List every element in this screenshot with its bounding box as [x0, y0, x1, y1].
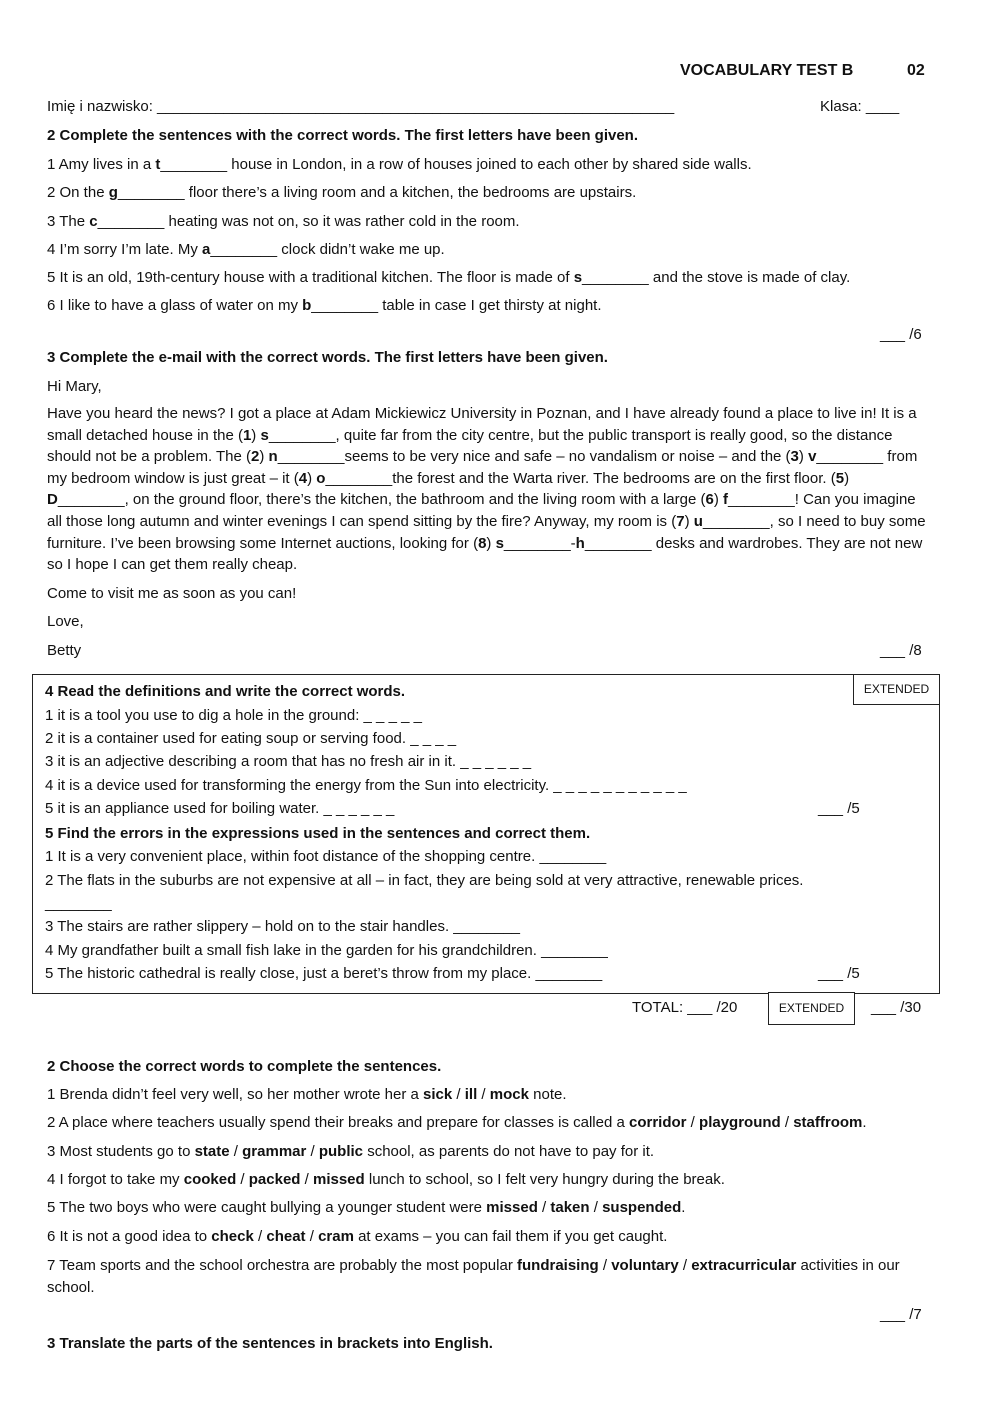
gap-marker: s [260, 426, 269, 444]
email-text: ) [713, 491, 723, 509]
item-text: 4 I’m sorry I’m late. My [47, 241, 203, 258]
email-greeting: Hi Mary, [47, 378, 102, 395]
item-text: / [589, 1199, 603, 1216]
word-option: cooked [183, 1171, 237, 1188]
email-text: ) [259, 448, 269, 466]
ex2b-item[interactable] [47, 1113, 867, 1133]
email-text: ________, on the ground floor, there’s the kitchen, the bathroom and the living room with a large ( [57, 491, 706, 509]
email-text: ) [844, 469, 850, 487]
ex5-score: ___ /5 [818, 965, 860, 982]
item-text: ________ heating was not on, so it was rather cold in the room. [97, 213, 520, 230]
ex3b-title: 3 Translate the parts of the sentences in brackets into English. [47, 1335, 493, 1352]
email-signature: Betty [47, 642, 82, 659]
ex4-item[interactable]: 5 it is an appliance used for boiling water. _ _ _ _ _ _ [45, 800, 395, 817]
ex2-item[interactable] [47, 155, 752, 175]
ex2b-item[interactable] [47, 1085, 567, 1105]
gap-marker: v [808, 448, 817, 466]
item-text: ________ and the stove is made of clay. [582, 269, 851, 286]
email-closing: Come to visit me as soon as you can! [47, 585, 297, 602]
ex4-title: 4 Read the definitions and write the correct words. [45, 683, 406, 700]
first-letter: t [155, 156, 161, 173]
gap-marker: 8 [478, 534, 487, 552]
item-text: activities in our school. [47, 1257, 900, 1296]
word-option: suspended [602, 1199, 682, 1216]
item-text: ________ clock didn’t wake me up. [210, 241, 445, 258]
gap-marker: 5 [835, 469, 845, 487]
item-text: at exams – you can fail them if you get caught. [353, 1228, 668, 1245]
first-letter: g [108, 184, 118, 201]
email-text: ________- [503, 534, 576, 552]
ex2b-item[interactable] [47, 1198, 685, 1218]
ex5-item[interactable]: 2 The flats in the suburbs are not expensive at all – in fact, they are being sold at very attractive, renewable prices. [45, 872, 804, 889]
email-text: ________ from my bedroom window is just great – it ( [47, 448, 918, 487]
word-option: check [211, 1228, 254, 1245]
item-text: . [681, 1199, 686, 1216]
test-number: 02 [907, 62, 925, 79]
item-text: 5 The two boys who were caught bullying a younger student were [47, 1199, 487, 1216]
item-text: 1 Brenda didn’t feel very well, so her mother wrote her a [47, 1086, 424, 1103]
name-row [47, 97, 674, 117]
item-text: / [477, 1086, 490, 1103]
item-text: / [598, 1257, 612, 1274]
item-text: / [305, 1228, 319, 1245]
word-option: corridor [629, 1114, 687, 1131]
gap-marker: D [47, 491, 58, 509]
email-text: ________, so I need to buy some furniture. I’ve been browsing some Internet auctions, looking for ( [47, 512, 926, 552]
total-extended-tag: EXTENDED [768, 992, 855, 1025]
email-text: ) [251, 426, 261, 444]
item-text: / [236, 1171, 249, 1188]
email-love: Love, [47, 613, 84, 630]
ex2-item[interactable] [47, 240, 445, 260]
word-option: ill [464, 1086, 478, 1103]
gap-marker: f [723, 491, 728, 509]
ex2b-item[interactable] [47, 1227, 667, 1247]
gap-marker: 1 [242, 426, 252, 444]
ex5-item[interactable]: 5 The historic cathedral is really close, just a beret’s throw from my place. ________ [45, 965, 603, 982]
gap-marker: 6 [705, 491, 714, 509]
gap-marker: o [316, 469, 326, 487]
ex4-item[interactable]: 4 it is a device used for transforming the energy from the Sun into electricity. _ _ _ _ _ _ _ _ _ _ _ [45, 777, 687, 794]
word-option: taken [550, 1199, 590, 1216]
item-text: 4 I forgot to take my [47, 1171, 184, 1188]
name-line[interactable]: ______________________________________________________________ [157, 98, 675, 115]
ex5-item[interactable]: 1 It is a very convenient place, within foot distance of the shopping centre. ________ [45, 848, 607, 865]
ex2-item[interactable] [47, 212, 520, 232]
item-text: 6 It is not a good idea to [47, 1228, 212, 1245]
item-text: lunch to school, so I felt very hungry during the break. [364, 1171, 725, 1188]
item-text: / [678, 1257, 692, 1274]
name-label: Imię i nazwisko: [47, 98, 153, 115]
ex4-score: ___ /5 [818, 800, 860, 817]
total-score: TOTAL: ___ /20 [632, 999, 738, 1016]
word-option: playground [699, 1114, 781, 1131]
item-text: 2 A place where teachers usually spend their breaks and prepare for classes is called a [47, 1114, 629, 1131]
ex4-item[interactable]: 2 it is a container used for eating soup or serving food. _ _ _ _ [45, 730, 457, 747]
ex2b-title: 2 Choose the correct words to complete the sentences. [47, 1058, 442, 1075]
item-text: 3 Most students go to [47, 1143, 195, 1160]
ex4-item[interactable]: 1 it is a tool you use to dig a hole in the ground: _ _ _ _ _ [45, 707, 422, 724]
first-letter: a [202, 241, 211, 258]
item-text: note. [528, 1086, 567, 1103]
word-option: sick [423, 1086, 453, 1103]
item-text: 5 It is an old, 19th-century house with a traditional kitchen. The floor is made of [47, 269, 574, 286]
item-text: / [300, 1171, 313, 1188]
item-text: 7 Team sports and the school orchestra are probably the most popular [47, 1257, 517, 1274]
test-title: VOCABULARY TEST B [680, 62, 854, 79]
class-row [820, 97, 899, 117]
item-text: / [780, 1114, 794, 1131]
email-text: ________the forest and the Warta river. The bedrooms are on the first floor. ( [325, 469, 836, 487]
ex5-item[interactable]: 4 My grandfather built a small fish lake in the garden for his grandchildren. ________ [45, 942, 608, 959]
item-text: / [537, 1199, 551, 1216]
word-option: cram [318, 1228, 354, 1245]
item-text: . [862, 1114, 867, 1131]
item-text: 6 I like to have a glass of water on my [47, 297, 303, 314]
email-text: ) [798, 448, 809, 466]
total-extended-score: ___ /30 [871, 999, 922, 1016]
ex2-item[interactable] [47, 268, 850, 288]
gap-marker: 2 [251, 448, 260, 466]
first-letter: s [573, 269, 583, 286]
item-text: ________ floor there’s a living room and a kitchen, the bedrooms are upstairs. [117, 184, 637, 201]
ex2-item[interactable] [47, 296, 602, 316]
email-text: ________, quite far from the city centre, but the public transport is really good, so the distance should not be a problem. The ( [47, 426, 893, 466]
item-text: 1 Amy lives in a [47, 156, 156, 173]
email-body [47, 403, 927, 576]
item-text: / [452, 1086, 465, 1103]
ex2b-score: ___ /7 [880, 1306, 922, 1323]
class-label: Klasa: [820, 98, 862, 115]
word-option: grammar [242, 1143, 307, 1160]
ex2-item[interactable] [47, 183, 636, 203]
item-text: / [229, 1143, 243, 1160]
gap-marker: u [693, 512, 703, 530]
email-text: ) [684, 512, 694, 530]
item-text: 2 On the [47, 184, 109, 201]
email-text: ________! Can you imagine all those long autumn and winter evenings I can spend sitting by the fire? Anyway, my room is ( [47, 491, 916, 530]
item-text: / [253, 1228, 267, 1245]
word-option: voluntary [611, 1257, 679, 1274]
word-option: fundraising [517, 1257, 599, 1274]
word-option: packed [248, 1171, 301, 1188]
email-text: Have you heard the news? I got a place at Adam Mickiewicz University in Poznan, and I have already found a place to live in! It is a small detached house in the ( [47, 405, 917, 444]
gap-marker: h [575, 534, 585, 552]
word-option: cheat [266, 1228, 306, 1245]
item-text: ________ table in case I get thirsty at night. [311, 297, 602, 314]
item-text: / [686, 1114, 700, 1131]
item-text: 3 The [47, 213, 90, 230]
extended-tag: EXTENDED [853, 674, 940, 705]
word-option: state [194, 1143, 230, 1160]
gap-marker: 3 [790, 448, 799, 466]
email-text: ________ desks and wardrobes. They are not new so I hope I can get them really cheap. [47, 534, 923, 574]
ex2b-item[interactable] [47, 1255, 927, 1298]
first-letter: c [89, 213, 98, 230]
item-text: ________ house in London, in a row of houses joined to each other by shared side walls. [160, 156, 752, 173]
word-option: extracurricular [691, 1257, 797, 1274]
email-text: ) [307, 469, 317, 487]
gap-marker: 4 [298, 469, 308, 487]
ex4-item[interactable]: 3 it is an adjective describing a room that has no fresh air in it. _ _ _ _ _ _ [45, 753, 532, 770]
first-letter: b [302, 297, 312, 314]
ex2-title: 2 Complete the sentences with the correct words. The first letters have been given. [47, 127, 638, 144]
ex2b-item[interactable] [47, 1142, 654, 1162]
ex5-title: 5 Find the errors in the expressions used in the sentences and correct them. [45, 825, 591, 842]
ex5-item[interactable]: 3 The stairs are rather slippery – hold on to the stair handles. ________ [45, 918, 521, 935]
item-text: / [306, 1143, 319, 1160]
word-option: mock [489, 1086, 529, 1103]
ex5-item[interactable]: ________ [45, 895, 112, 912]
ex3-score: ___ /8 [880, 642, 922, 659]
email-text: ________seems to be very nice and safe – no vandalism or noise – and the ( [277, 448, 791, 466]
item-text: school, as parents do not have to pay for it. [363, 1143, 655, 1160]
ex3-title: 3 Complete the e-mail with the correct words. The first letters have been given. [47, 349, 608, 366]
gap-marker: 7 [676, 512, 685, 530]
class-line[interactable]: ____ [865, 98, 900, 115]
word-option: missed [486, 1199, 538, 1216]
gap-marker: n [268, 448, 278, 466]
word-option: public [318, 1143, 364, 1160]
email-text: ) [486, 534, 496, 552]
word-option: missed [312, 1171, 365, 1188]
word-option: staffroom [793, 1114, 863, 1131]
ex2-score: ___ /6 [880, 326, 922, 343]
gap-marker: s [495, 534, 504, 552]
ex2b-item[interactable] [47, 1170, 725, 1190]
